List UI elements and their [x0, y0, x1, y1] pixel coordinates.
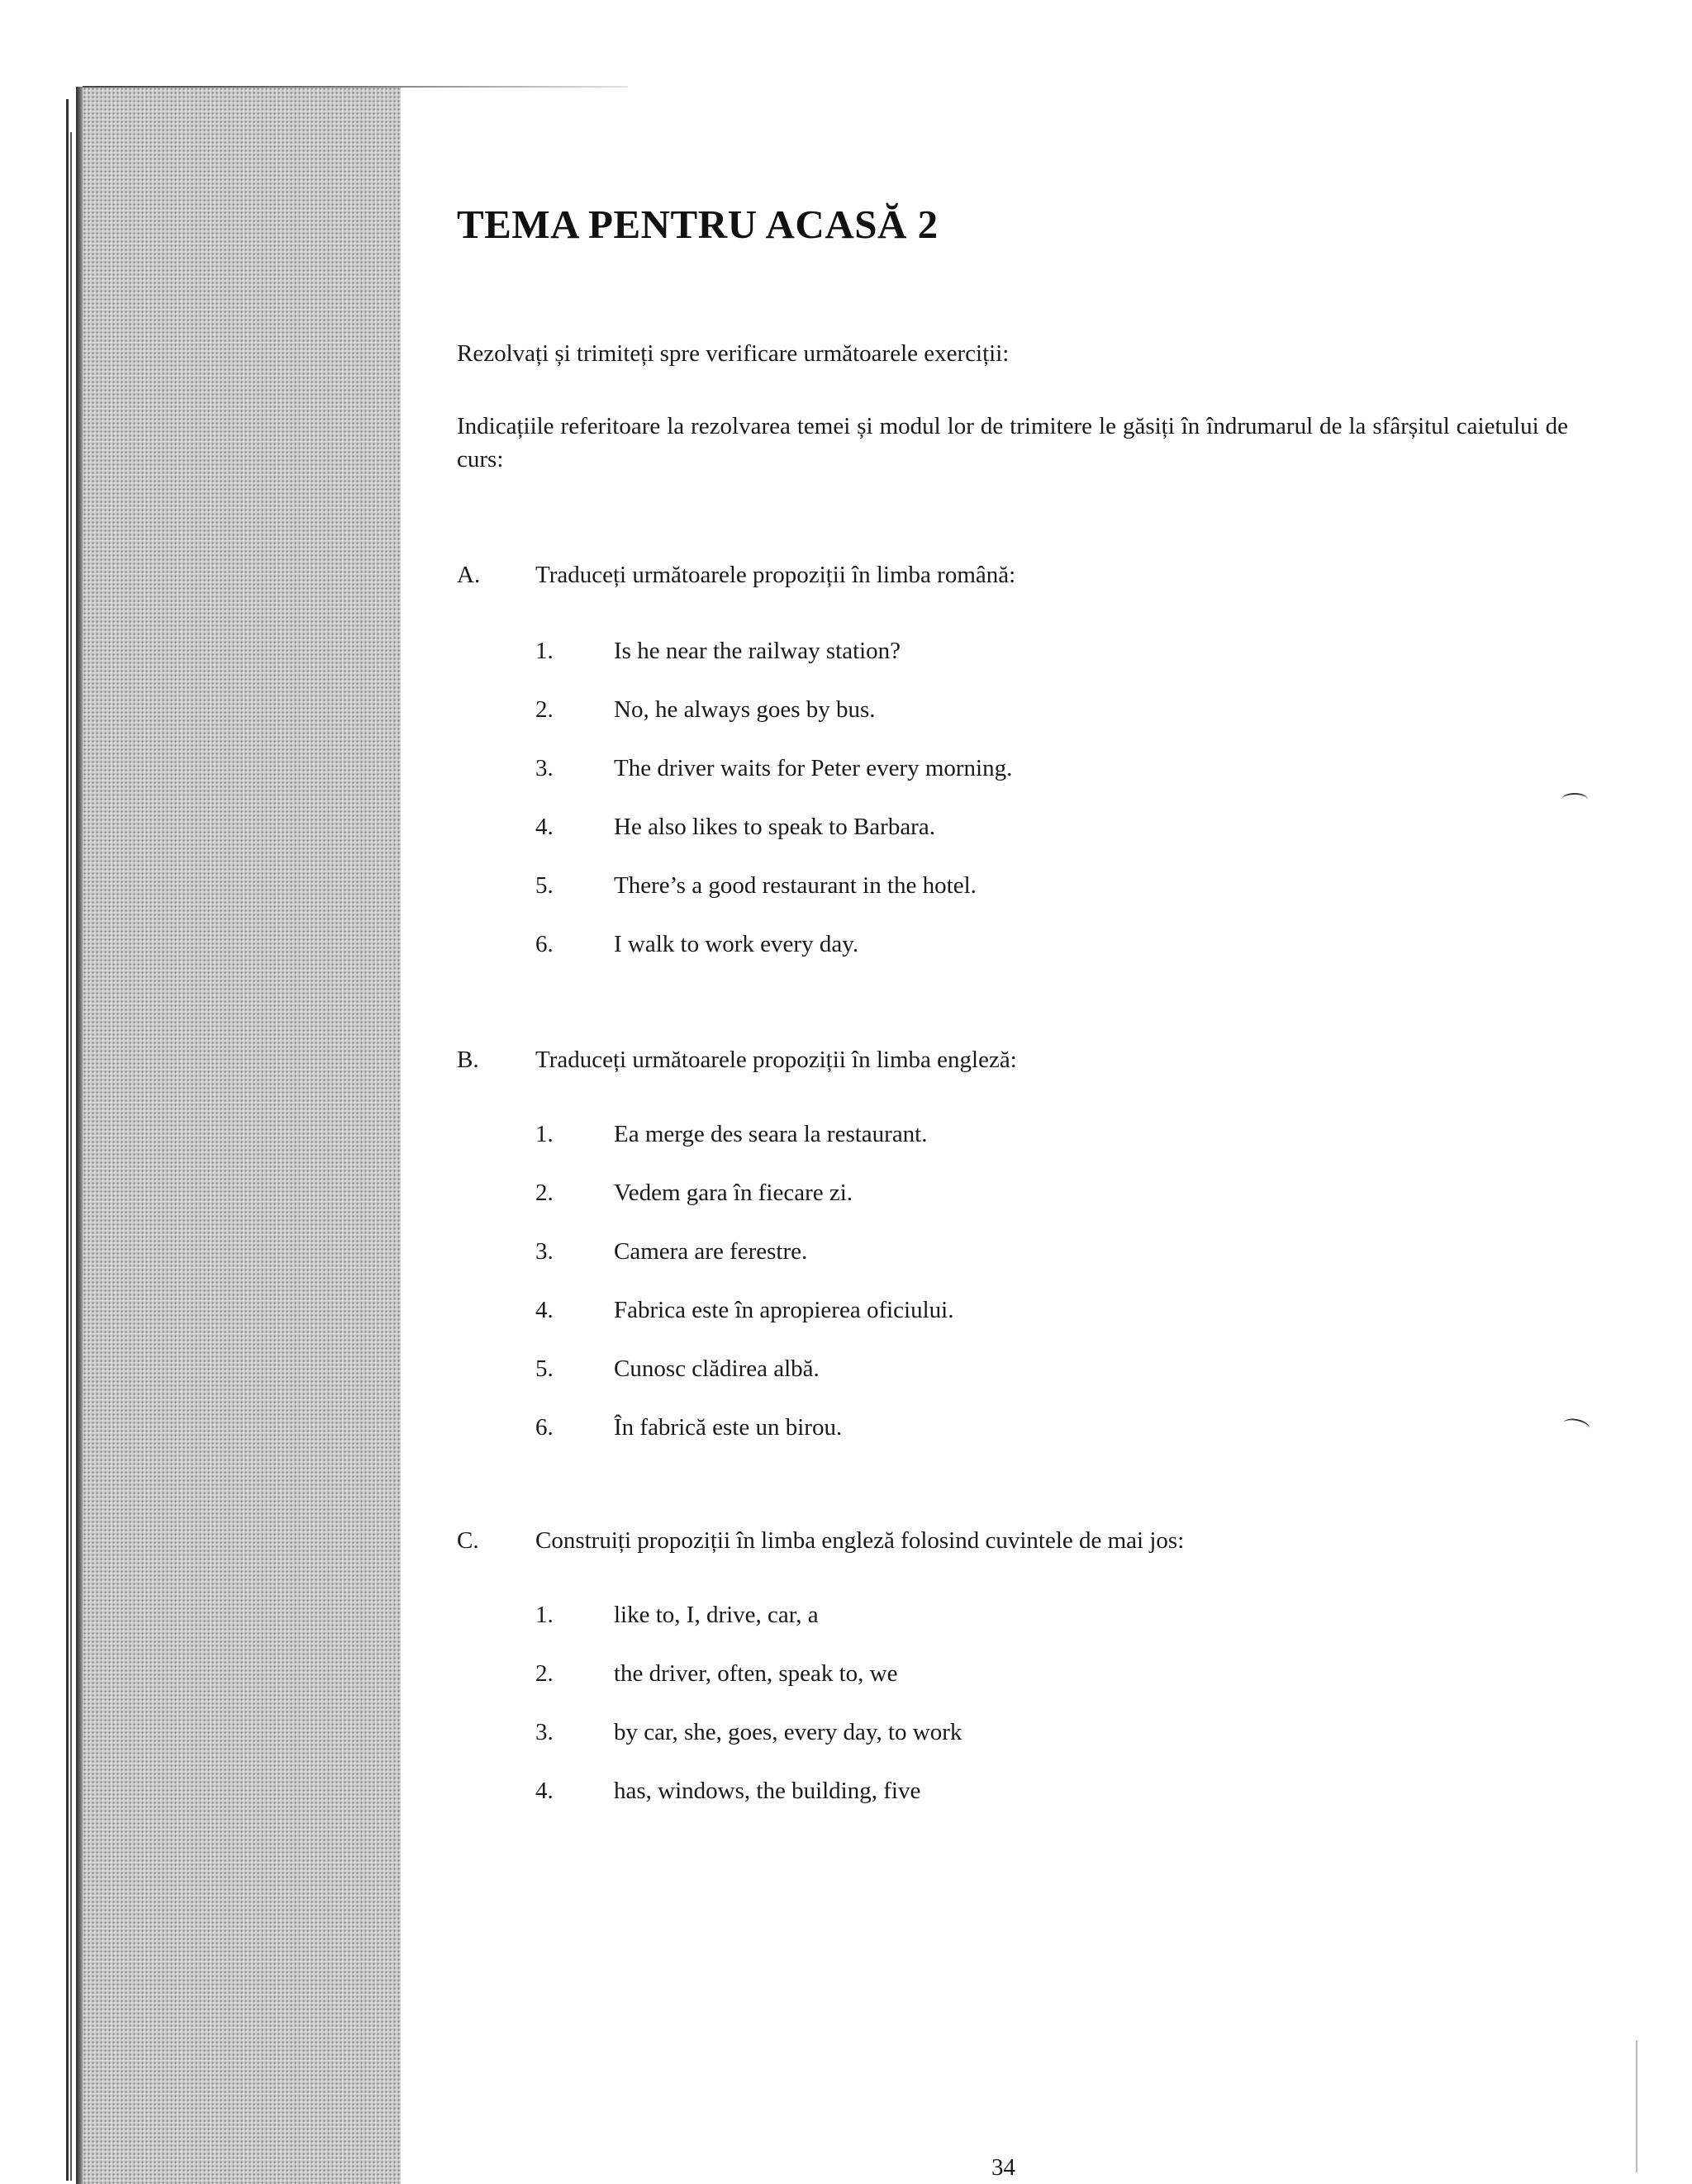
section-c-heading: Construiți propoziții în limba engleză folosind cuvintele de mai jos:: [535, 1527, 1185, 1554]
section-a-item-number: 2.: [535, 696, 554, 723]
right-edge-rule: [1636, 2040, 1637, 2172]
binding-line: [66, 99, 69, 2181]
instruction-line-2: Indicațiile referitoare la rezolvarea temei și modul lor de trimitere le găsiți în îndrumarul de la sfârșitul caietului de curs:: [457, 413, 1568, 472]
section-c-item-number: 3.: [535, 1719, 554, 1745]
section-b-item-text: Fabrica este în apropierea oficiului.: [614, 1297, 954, 1323]
scan-mark: [1561, 793, 1588, 806]
instruction-line-1: Rezolvați și trimiteți spre verificare următoarele exerciții:: [457, 340, 1010, 367]
section-a-item-number: 1.: [535, 638, 554, 664]
section-b-item-number: 6.: [535, 1414, 554, 1441]
section-b-item-number: 3.: [535, 1238, 554, 1265]
binding-edge: [76, 87, 83, 2184]
section-a-item-text: The driver waits for Peter every morning.: [614, 755, 1013, 781]
section-c-item-text: has, windows, the building, five: [614, 1778, 921, 1804]
section-a-item-number: 3.: [535, 755, 554, 781]
section-a-heading: Traduceți următoarele propoziții în limba română:: [535, 562, 1016, 588]
section-c-item-number: 2.: [535, 1660, 554, 1687]
section-a-item-text: He also likes to speak to Barbara.: [614, 814, 935, 840]
section-b-item-text: Ea merge des seara la restaurant.: [614, 1121, 928, 1147]
section-c-item-number: 1.: [535, 1602, 554, 1628]
section-a-item-number: 5.: [535, 872, 554, 899]
section-a-item-number: 6.: [535, 931, 554, 957]
section-a-item-text: There’s a good restaurant in the hotel.: [614, 872, 977, 899]
section-b-item-number: 4.: [535, 1297, 554, 1323]
page-title: TEMA PENTRU ACASĂ 2: [457, 202, 939, 247]
section-c-item-text: like to, I, drive, car, a: [614, 1602, 819, 1628]
section-c-item-text: the driver, often, speak to, we: [614, 1660, 898, 1687]
section-c-item-number: 4.: [535, 1778, 554, 1804]
scan-mark: [1562, 1417, 1591, 1435]
section-a-item-text: No, he always goes by bus.: [614, 696, 876, 723]
section-a-item-number: 4.: [535, 814, 554, 840]
section-b-heading: Traduceți următoarele propoziții în limba engleză:: [535, 1047, 1017, 1073]
binding-shade: [83, 87, 401, 2184]
section-a-letter: A.: [457, 562, 481, 588]
section-b-item-text: În fabrică este un birou.: [614, 1414, 843, 1441]
section-c-letter: C.: [457, 1527, 479, 1554]
top-rule: [83, 86, 628, 88]
section-b-item-text: Vedem gara în fiecare zi.: [614, 1180, 853, 1206]
section-b-item-text: Camera are ferestre.: [614, 1238, 808, 1265]
section-b-item-number: 5.: [535, 1356, 554, 1382]
section-c-item-text: by car, she, goes, every day, to work: [614, 1719, 962, 1745]
section-b-item-number: 2.: [535, 1180, 554, 1206]
section-a-item-text: I walk to work every day.: [614, 931, 859, 957]
page-number: 34: [991, 2154, 1015, 2181]
section-b-letter: B.: [457, 1047, 479, 1073]
binding-line: [70, 132, 72, 2181]
section-b-item-number: 1.: [535, 1121, 554, 1147]
section-a-item-text: Is he near the railway station?: [614, 638, 901, 664]
section-b-item-text: Cunosc clădirea albă.: [614, 1356, 820, 1382]
